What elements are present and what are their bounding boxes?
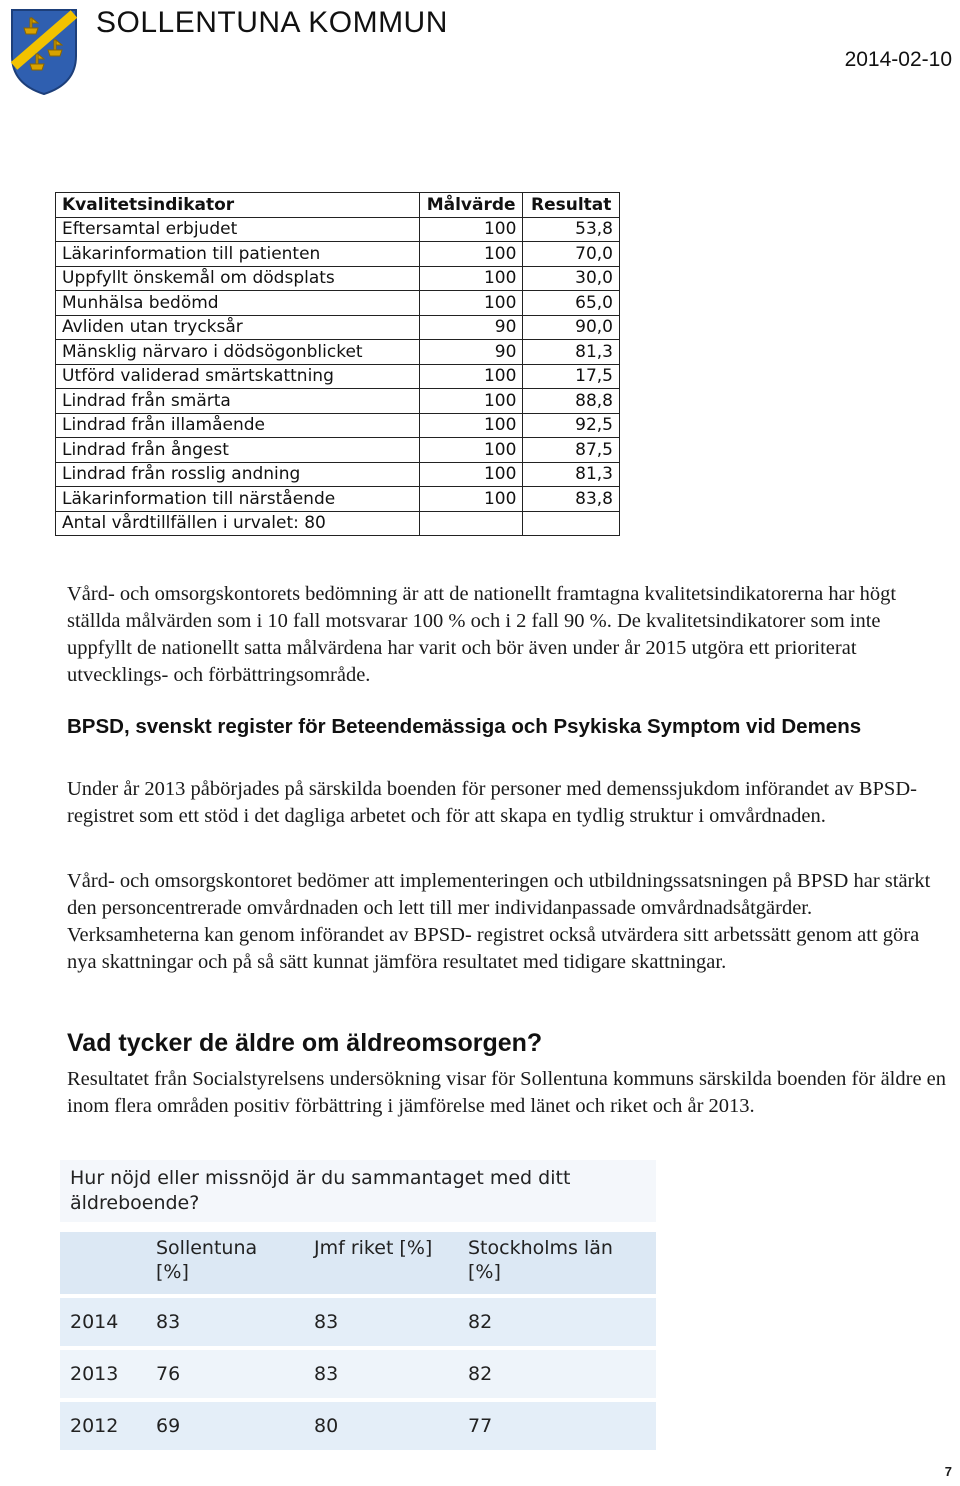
- organization-name: SOLLENTUNA KOMMUN: [96, 6, 448, 39]
- table-row: [56, 487, 620, 512]
- table-row: [56, 389, 620, 414]
- target-value: 100: [419, 217, 523, 242]
- table-row: [56, 242, 620, 267]
- column-header: [60, 1232, 146, 1294]
- target-value: 100: [419, 462, 523, 487]
- page-number: 7: [944, 1464, 952, 1479]
- survey-question: Hur nöjd eller missnöjd är du sammantaget med ditt äldreboende?: [60, 1160, 656, 1222]
- indicator-name: Uppfyllt önskemål om dödsplats: [56, 266, 420, 291]
- percent-cell: 82: [458, 1298, 656, 1346]
- result-value: 65,0: [523, 291, 620, 316]
- indicator-name: Lindrad från illamående: [56, 413, 420, 438]
- percent-cell: 83: [304, 1298, 458, 1346]
- target-value: 100: [419, 291, 523, 316]
- document-date: 2014-02-10: [844, 48, 952, 71]
- paragraph-survey: Resultatet från Socialstyrelsens undersökning visar för Sollentuna kommuns särskilda boenden för äldre en inom flera områden positiv förbättring i jämförelse med länet och riket och år 2013.: [67, 1068, 947, 1117]
- paragraph-bpsd-assessment: Vård- och omsorgskontoret bedömer att implementeringen och utbildningssatsningen på BPSD har stärkt den personcentrerade omvårdnaden och lett till mer individanpassade omvårdnadsåtgärder. Verksamheterna kan genom införandet av BPSD- registret också utvärdera sitt arbetssätt genom att göra nya skattningar och på så sätt kunnat jämföra resultatet med tidigare skattningar.: [67, 870, 931, 973]
- percent-cell: 80: [304, 1402, 458, 1450]
- result-value: 92,5: [523, 413, 620, 438]
- target-value: 100: [419, 266, 523, 291]
- column-header: Kvalitetsindikator: [56, 193, 420, 218]
- indicator-name: Lindrad från ångest: [56, 438, 420, 463]
- year-cell: 2012: [60, 1402, 146, 1450]
- column-header: Jmf riket [%]: [304, 1232, 458, 1294]
- indicator-name: Läkarinformation till patienten: [56, 242, 420, 267]
- result-value: 87,5: [523, 438, 620, 463]
- paragraph-bpsd-intro: Under år 2013 påbörjades på särskilda boenden för personer med demenssjukdom införandet av BPSD-registret som ett stöd i det dagliga arbetet och för att skapa en tydlig struktur i omvårdnaden.: [67, 778, 917, 827]
- target-value: 100: [419, 487, 523, 512]
- result-value: 17,5: [523, 364, 620, 389]
- table-row: [60, 1298, 656, 1346]
- indicator-name: Avliden utan trycksår: [56, 315, 420, 340]
- result-value: 70,0: [523, 242, 620, 267]
- percent-cell: 77: [458, 1402, 656, 1450]
- table-row: [56, 413, 620, 438]
- satisfaction-survey: [60, 1160, 656, 1438]
- table-row: [56, 340, 620, 365]
- column-header: Målvärde: [419, 193, 523, 218]
- target-value: 90: [419, 315, 523, 340]
- target-value: 90: [419, 340, 523, 365]
- heading-elderly-opinion: Vad tycker de äldre om äldreomsorgen?: [67, 1029, 543, 1057]
- quality-indicator-table: [55, 192, 620, 536]
- result-value: 88,8: [523, 389, 620, 414]
- table-row: [60, 1350, 656, 1398]
- indicator-name: Mänsklig närvaro i dödsögonblicket: [56, 340, 420, 365]
- target-value: 100: [419, 364, 523, 389]
- column-header: Stockholms län [%]: [458, 1232, 656, 1294]
- result-value: 81,3: [523, 340, 620, 365]
- percent-cell: 83: [304, 1350, 458, 1398]
- column-header: Sollentuna [%]: [146, 1232, 304, 1294]
- indicator-name: Läkarinformation till närstående: [56, 487, 420, 512]
- target-value: 100: [419, 389, 523, 414]
- result-value: 53,8: [523, 217, 620, 242]
- target-value: [419, 511, 523, 536]
- result-value: 30,0: [523, 266, 620, 291]
- coat-of-arms-logo: [8, 6, 80, 96]
- table-row: [56, 364, 620, 389]
- percent-cell: 83: [146, 1298, 304, 1346]
- indicator-name: Munhälsa bedömd: [56, 291, 420, 316]
- result-value: 81,3: [523, 462, 620, 487]
- paragraph-assessment: Vård- och omsorgskontorets bedömning är att de nationellt framtagna kvalitetsindikatorerna har högt ställda målvärden som i 10 fall motsvarar 100 % och i 2 fall 90 %. De kvalitetsindikatorer som inte uppfyllt de nationellt satta målvärdena har varit och bör även under år 2015 utgöra ett prioriterat utvecklings- och förbättringsområde.: [67, 583, 897, 686]
- table-row: [56, 315, 620, 340]
- table-row: [56, 217, 620, 242]
- indicator-name: Lindrad från rosslig andning: [56, 462, 420, 487]
- indicator-name: Antal vårdtillfällen i urvalet: 80: [56, 511, 420, 536]
- target-value: 100: [419, 438, 523, 463]
- table-header-row: [56, 193, 620, 218]
- year-cell: 2013: [60, 1350, 146, 1398]
- percent-cell: 76: [146, 1350, 304, 1398]
- table-row: [56, 266, 620, 291]
- percent-cell: 82: [458, 1350, 656, 1398]
- percent-cell: 69: [146, 1402, 304, 1450]
- table-row: [56, 462, 620, 487]
- indicator-name: Utförd validerad smärtskattning: [56, 364, 420, 389]
- indicator-name: Eftersamtal erbjudet: [56, 217, 420, 242]
- table-row: [56, 291, 620, 316]
- table-row: [56, 511, 620, 536]
- satisfaction-table: [60, 1228, 656, 1454]
- table-row: [56, 438, 620, 463]
- column-header: Resultat: [523, 193, 620, 218]
- table-row: [60, 1402, 656, 1450]
- result-value: 90,0: [523, 315, 620, 340]
- year-cell: 2014: [60, 1298, 146, 1346]
- target-value: 100: [419, 242, 523, 267]
- result-value: 83,8: [523, 487, 620, 512]
- table-header-row: [60, 1232, 656, 1294]
- page-header: [8, 6, 952, 98]
- indicator-name: Lindrad från smärta: [56, 389, 420, 414]
- target-value: 100: [419, 413, 523, 438]
- result-value: [523, 511, 620, 536]
- heading-bpsd: BPSD, svenskt register för Beteendemässiga och Psykiska Symptom vid Demens: [67, 715, 862, 738]
